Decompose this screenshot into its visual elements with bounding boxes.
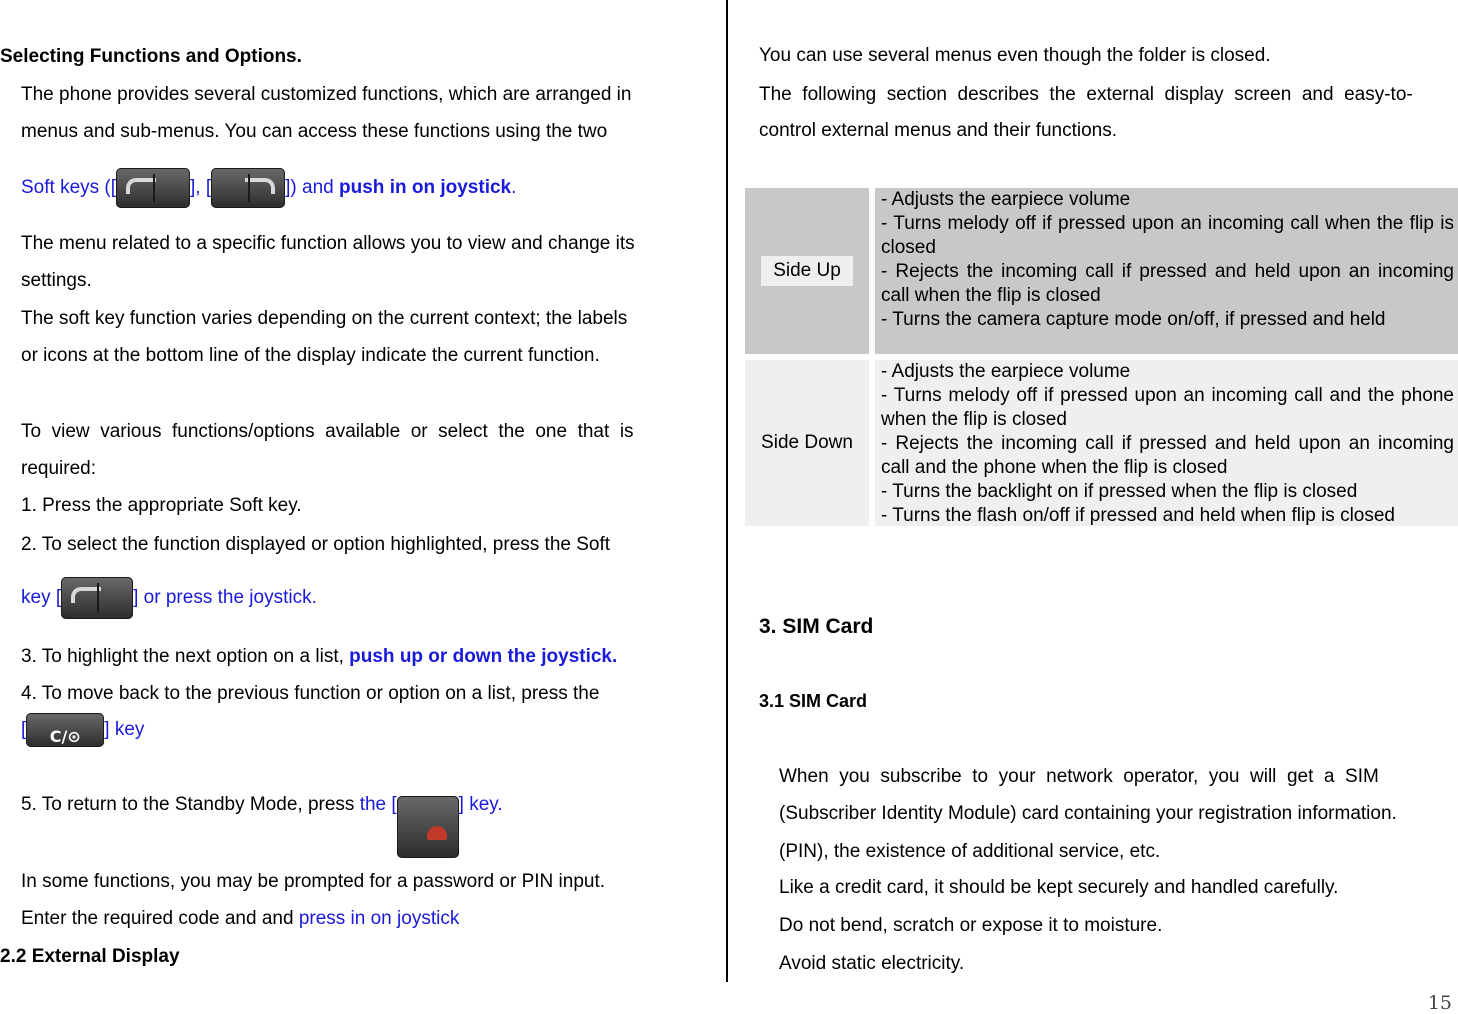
section-heading: 2.2 External Display bbox=[0, 946, 180, 967]
end-key-icon bbox=[397, 796, 459, 858]
step-line bbox=[21, 646, 617, 668]
text-fragment: 3. To highlight the next option on a list, bbox=[21, 646, 350, 667]
paragraph-line: control external menus and their functions. bbox=[759, 120, 1118, 141]
text-fragment: ] key bbox=[104, 719, 145, 740]
paragraph-line: (Subscriber Identity Module) card containing your registration information. bbox=[779, 803, 1397, 824]
table-label: Side Down bbox=[761, 432, 853, 453]
paragraph-line bbox=[21, 908, 459, 930]
subsection-heading: 3.1 SIM Card bbox=[759, 691, 868, 711]
paragraph-line: menus and sub-menus. You can access these functions using the two bbox=[21, 121, 608, 142]
paragraph-line: The soft key function varies depending on the current context; the labels bbox=[21, 308, 628, 329]
paragraph-line: required: bbox=[21, 458, 96, 479]
table-desc-cell bbox=[875, 360, 1458, 526]
table-desc-line: - Turns melody off if pressed upon an incoming call and the phone when the flip is closed bbox=[881, 385, 1454, 430]
paragraph-line: Like a credit card, it should be kept securely and handled carefully. bbox=[779, 877, 1339, 898]
text-fragment: [ bbox=[21, 719, 27, 740]
table-desc-line: - Adjusts the earpiece volume bbox=[881, 361, 1131, 382]
keys-table-row bbox=[745, 188, 1458, 354]
section-heading: Selecting Functions and Options. bbox=[0, 46, 302, 67]
text-fragment: ] key. bbox=[458, 794, 503, 815]
keys-table-row bbox=[745, 360, 1458, 526]
table-desc-line: - Turns the backlight on if pressed when the flip is closed bbox=[881, 481, 1358, 502]
table-desc-cell bbox=[875, 188, 1458, 354]
right-soft-key-icon bbox=[211, 168, 285, 208]
table-desc-line: - Rejects the incoming call if pressed and held upon an incoming call and the phone when the flip is closed bbox=[881, 433, 1454, 478]
chapter-heading: 3. SIM Card bbox=[759, 615, 874, 638]
emphasis-text: push in on joystick bbox=[339, 177, 512, 198]
table-label: Side Up bbox=[761, 256, 853, 286]
paragraph-line: or icons at the bottom line of the display indicate the current function. bbox=[21, 345, 600, 366]
paragraph-line: Avoid static electricity. bbox=[779, 953, 965, 974]
column-divider bbox=[726, 0, 728, 982]
paragraph-line: In some functions, you may be prompted for a password or PIN input. bbox=[21, 871, 606, 892]
emphasis-text: push up or down the joystick. bbox=[349, 646, 618, 667]
step-line: 1. Press the appropriate Soft key. bbox=[21, 495, 302, 516]
left-soft-key-icon bbox=[61, 577, 133, 619]
step-line bbox=[21, 710, 144, 750]
paragraph-line: The following section describes the external display screen and easy-to- bbox=[759, 84, 1413, 105]
table-desc-line: - Adjusts the earpiece volume bbox=[881, 189, 1131, 210]
left-soft-key-icon bbox=[116, 168, 190, 208]
paragraph-line: Do not bend, scratch or expose it to moisture. bbox=[779, 915, 1163, 936]
soft-keys-line bbox=[21, 166, 516, 210]
text-fragment: ] or press the joystick. bbox=[133, 587, 317, 608]
step-line: 4. To move back to the previous function or option on a list, press the bbox=[21, 683, 600, 704]
step-line: 2. To select the function displayed or option highlighted, press the Soft bbox=[21, 534, 611, 555]
table-desc-line: - Turns the flash on/off if pressed and held when flip is closed bbox=[881, 505, 1396, 526]
paragraph-line: You can use several menus even though the folder is closed. bbox=[759, 45, 1271, 66]
text-fragment: 5. To return to the Standby Mode, press bbox=[21, 794, 360, 815]
table-desc-line: - Turns the camera capture mode on/off, if pressed and held bbox=[881, 309, 1386, 330]
paragraph-line: The menu related to a specific function allows you to view and change its bbox=[21, 233, 635, 254]
paragraph-line: settings. bbox=[21, 270, 92, 291]
text-fragment: key [ bbox=[21, 587, 62, 608]
page-number: 15 bbox=[1427, 992, 1452, 1014]
paragraph-line: The phone provides several customized functions, which are arranged in bbox=[21, 84, 632, 105]
table-desc-line: - Rejects the incoming call if pressed and held upon an incoming call when the flip is closed bbox=[881, 261, 1454, 306]
text-fragment: Soft keys ([ bbox=[21, 177, 117, 198]
text-fragment: Enter the required code and and bbox=[21, 908, 299, 929]
clear-key-icon: C/⊙ bbox=[26, 713, 104, 747]
text-fragment: press in on joystick bbox=[298, 908, 460, 929]
table-desc-line: - Turns melody off if pressed upon an incoming call when the flip is closed bbox=[881, 213, 1454, 258]
paragraph-line: To view various functions/options available or select the one that is bbox=[21, 421, 634, 442]
step-line bbox=[21, 576, 317, 620]
text-fragment: . bbox=[511, 177, 517, 198]
paragraph-line: (PIN), the existence of additional service, etc. bbox=[779, 841, 1161, 862]
table-label-cell bbox=[745, 360, 869, 526]
text-fragment: ]) and bbox=[285, 177, 340, 198]
step-line bbox=[21, 752, 503, 818]
paragraph-line: When you subscribe to your network operator, you will get a SIM bbox=[779, 766, 1379, 787]
text-fragment: the [ bbox=[359, 794, 397, 815]
table-label-cell bbox=[745, 188, 869, 354]
text-fragment: ], [ bbox=[190, 177, 212, 198]
